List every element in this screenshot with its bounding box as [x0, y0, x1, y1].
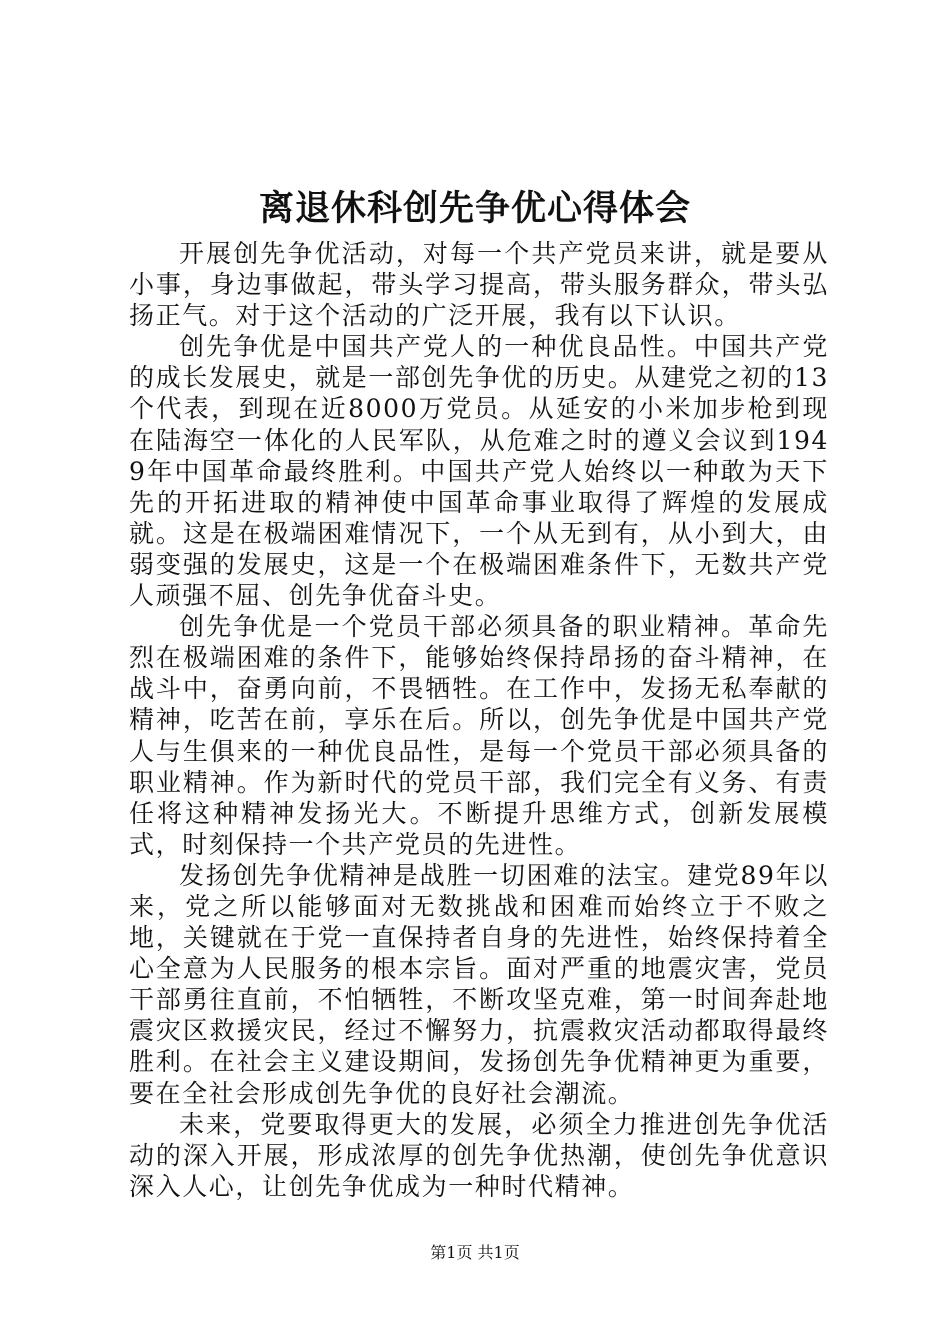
paragraph-2: 创先争优是中国共产党人的一种优良品性。中国共产党的成长发展史，就是一部创先争优的历史。从建党之初的13个代表，到现在近8000万党员。从延安的小米加步枪到现在陆海空一体化的人民军队，从危难之时的遵义会议到1949年中国革命最终胜利。中国共产党人始终以一种敢为天下先的开拓进取的精神使中国革命事业取得了辉煌的发展成就。这是在极端困难情况下，一个从无到有，从小到大，由弱变强的发展史，这是一个在极端困难条件下，无数共产党人顽强不屈、创先争优奋斗史。 — [129, 332, 830, 611]
paragraph-1: 开展创先争优活动，对每一个共产党员来讲，就是要从小事，身边事做起，带头学习提高，带头服务群众，带头弘扬正气。对于这个活动的广泛开展，我有以下认识。 — [129, 239, 829, 331]
paragraph-3: 创先争优是一个党员干部必须具备的职业精神。革命先烈在极端困难的条件下，能够始终保持昂扬的奋斗精神，在战斗中，奋勇向前，不畏牺牲。在工作中，发扬无私奉献的精神，吃苦在前，享乐在后。所以，创先争优是中国共产党人与生俱来的一种优良品性，是每一个党员干部必须具备的职业精神。作为新时代的党员干部，我们完全有义务、有责任将这种精神发扬光大。不断提升思维方式，创新发展模式，时刻保持一个共产党员的先进性。 — [129, 612, 829, 859]
page-number-footer: 第1页 共1页 — [430, 1243, 520, 1262]
document-body — [129, 238, 829, 1202]
paragraph-4: 发扬创先争优精神是战胜一切困难的法宝。建党89年以来，党之所以能够面对无数挑战和困难而始终立于不败之地，关键就在于党一直保持者自身的先进性，始终保持着全心全意为人民服务的根本宗旨。面对严重的地震灾害，党员干部勇往直前，不怕牺牲，不断攻坚克难，第一时间奔赴地震灾区救援灾民，经过不懈努力，抗震救灾活动都取得最终胜利。在社会主义建设期间，发扬创先争优精神更为重要，要在全社会形成创先争优的良好社会潮流。 — [129, 860, 829, 1108]
document-title: 离退休科创先争优心得体会 — [258, 188, 691, 229]
paragraph-5: 未来，党要取得更大的发展，必须全力推进创先争优活动的深入开展，形成浓厚的创先争优热潮，使创先争优意识深入人心，让创先争优成为一种时代精神。 — [129, 1109, 829, 1201]
